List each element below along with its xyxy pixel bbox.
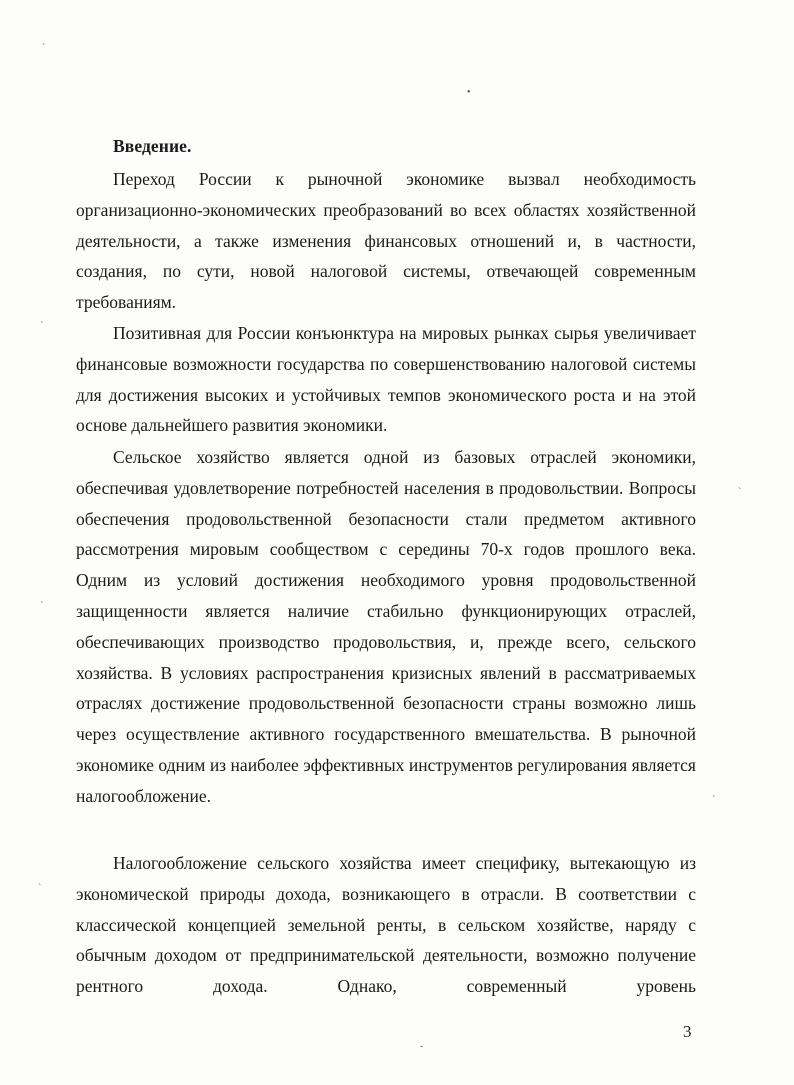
paragraph-4: Налогообложение сельского хозяйства имеет специфику, вытекающую из экономической природы дохода, возникающего в отрасли. В соответствии с классической концепцией земельной ренты, в сельском хозяйстве, наряду с обычным доходом от предпринимательской деятельности, возможно получение рентного дохода. Однако, современный уровень [76,853,696,997]
scan-speck: • [467,87,471,98]
scan-speck: ˋ [38,883,42,894]
paragraph-2: Позитивная для России конъюнктура на мировых рынках сырья увеличивает финансовые возможности государства по совершенствованию налоговой системы для достижения высоких и устойчивых темпов экономического роста и на этой основе дальнейшего развития экономики. [76,323,696,436]
scan-speck: ˋ [40,321,44,332]
scan-speck: ˋ [738,487,742,498]
scan-speck: ˋ [40,601,44,612]
section-heading: Введение. [113,136,192,156]
scan-speck: ˊ [712,795,716,806]
page-number: 3 [683,1022,692,1041]
scan-speck: ˋ [42,43,46,54]
paragraph-3: Сельское хозяйство является одной из базовых отраслей экономики, обеспечивая удовлетворение потребностей населения в продовольствии. Вопросы обеспечения продовольственной безопасности стали предметом активного рассмотрения мировым сообществом с середины 70-х годов прошлого века. Одним из условий достижения необходимого уровня продовольственной защищенности является наличие стабильно функционирующих отраслей, обеспечивающих производство продовольствия, и, прежде всего, сельского хозяйства. В условиях распространения кризисных явлений в рассматриваемых отраслях достижение продовольственной безопасности страны возможно лишь через осуществление активного государственного вмешательства. В рыночной экономике одним из наиболее эффективных инструментов регулирования является налогообложение. [76,447,696,806]
scan-speck: ˘ [420,1045,424,1056]
paragraph-1: Переход России к рыночной экономике вызвал необходимость организационно-экономических преобразований во всех областях хозяйственной деятельности, а также изменения финансовых отношений и, в частности, создания, по сути, новой налоговой системы, отвечающей современным требованиям. [76,169,696,313]
